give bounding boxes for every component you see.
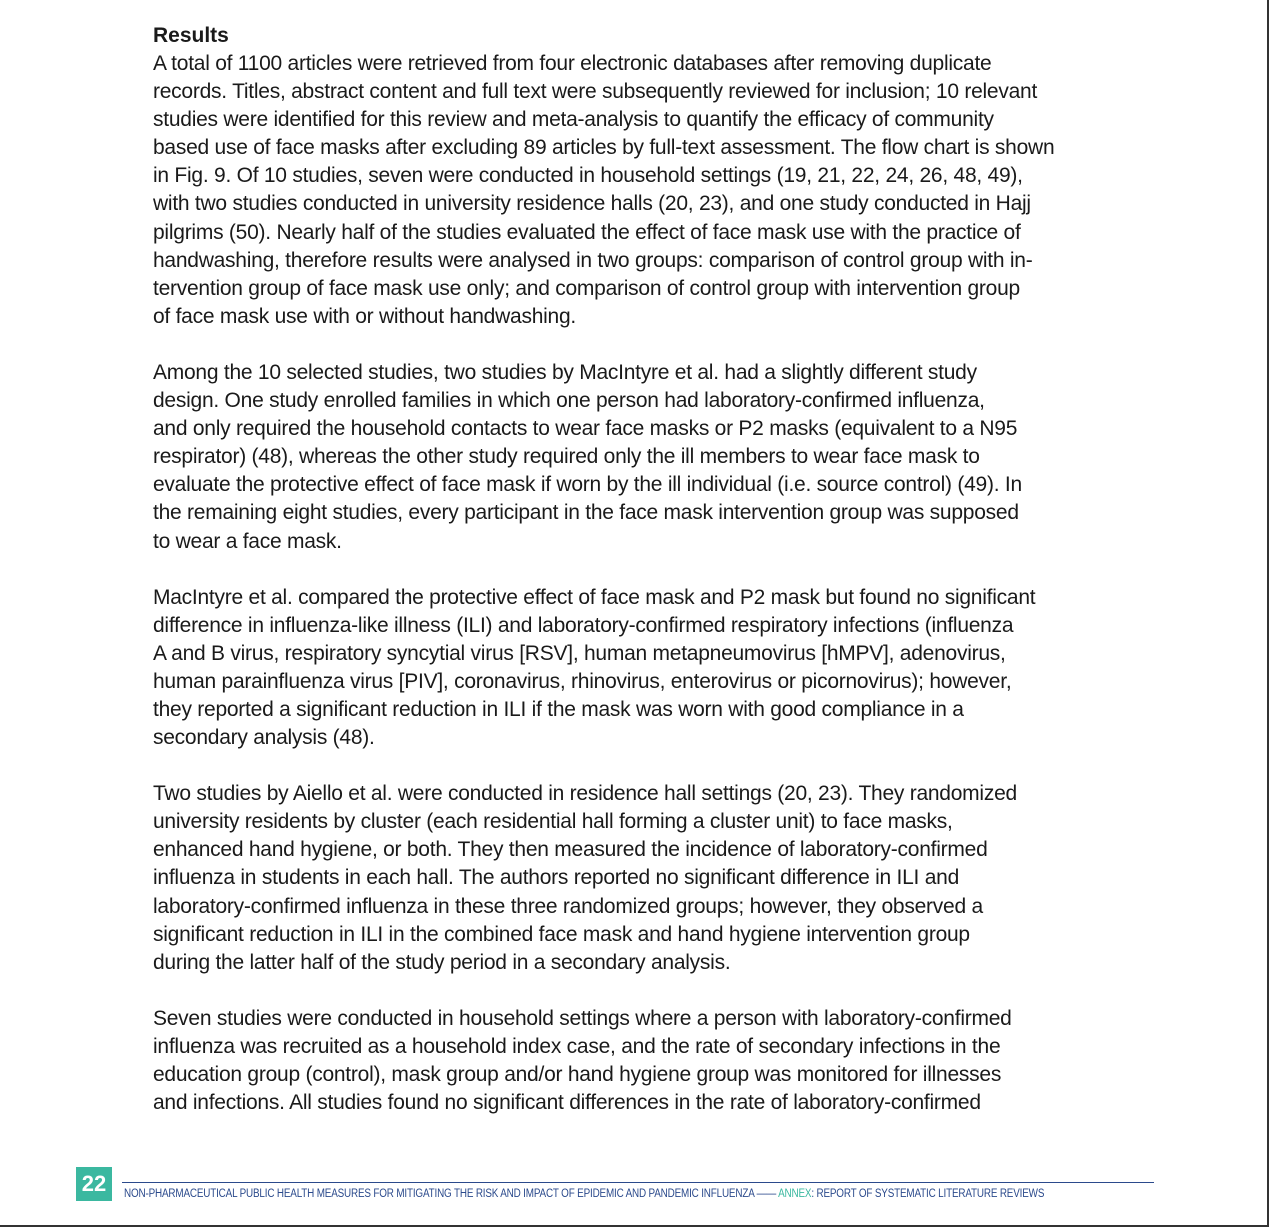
text-line: university residents by cluster (each residential hall forming a cluster unit) to face masks,	[153, 810, 953, 834]
text-line: A and B virus, respiratory syncytial virus [RSV], human metapneumovirus [hMPV], adenovirus,	[153, 641, 1006, 665]
text-line: design. One study enrolled families in which one person had laboratory-confirmed influenza,	[153, 389, 985, 413]
text-line: human parainfluenza virus [PIV], coronavirus, rhinovirus, enterovirus or picornovirus); however,	[153, 669, 1012, 693]
text-line: pilgrims (50). Nearly half of the studies evaluated the effect of face mask use with the practice of	[153, 220, 1021, 244]
text-line: and infections. All studies found no significant differences in the rate of laboratory-confirmed	[153, 1091, 981, 1115]
text-line: during the latter half of the study period in a secondary analysis.	[153, 950, 731, 974]
paragraph	[153, 584, 1123, 753]
paragraph	[153, 50, 1123, 331]
footer-subtitle: : REPORT OF SYSTEMATIC LITERATURE REVIEWS	[811, 1188, 1045, 1200]
page-footer	[76, 1166, 1156, 1206]
text-line: records. Titles, abstract content and full text were subsequently reviewed for inclusion; 10 relevant	[153, 80, 1038, 104]
paragraphs	[153, 50, 1123, 1117]
text-line: Among the 10 selected studies, two studies by MacIntyre et al. had a slightly different study	[153, 360, 977, 384]
footer-rule	[122, 1182, 1154, 1183]
text-line: Seven studies were conducted in household settings where a person with laboratory-confirmed	[153, 1006, 1012, 1030]
text-line: laboratory-confirmed influenza in these three randomized groups; however, they observed a	[153, 894, 983, 918]
footer-title: NON-PHARMACEUTICAL PUBLIC HEALTH MEASURES FOR MITIGATING THE RISK AND IMPACT OF EPIDEMIC AND PANDEMIC INFLUENZA ——	[124, 1188, 779, 1200]
text-line: in Fig. 9. Of 10 studies, seven were conducted in household settings (19, 21, 22, 24, 26, 48, 49),	[153, 164, 1023, 188]
footer-annex: ANNEX	[778, 1188, 812, 1200]
text-line: A total of 1100 articles were retrieved from four electronic databases after removing duplicate	[153, 52, 992, 75]
text-line: influenza in students in each hall. The authors reported no significant difference in ILI and	[153, 866, 960, 890]
section-heading: Results	[153, 24, 229, 47]
text-line: the remaining eight studies, every participant in the face mask intervention group was supposed	[153, 501, 1019, 525]
text-line: handwashing, therefore results were analysed in two groups: comparison of control group with in-	[153, 248, 1033, 272]
text-line: with two studies conducted in university residence halls (20, 23), and one study conducted in Hajj	[153, 192, 1031, 216]
text-line: Two studies by Aiello et al. were conducted in residence hall settings (20, 23). They randomized	[153, 782, 1017, 806]
page-number: 22	[76, 1167, 112, 1201]
text-line: and only required the household contacts to wear face masks or P2 masks (equivalent to a N95	[153, 417, 1018, 441]
text-line: enhanced hand hygiene, or both. They then measured the incidence of laboratory-confirmed	[153, 838, 988, 862]
paragraph	[153, 359, 1123, 556]
text-line: tervention group of face mask use only; and comparison of control group with intervention group	[153, 276, 1020, 300]
document-body	[153, 22, 1123, 1145]
text-line: significant reduction in ILI in the combined face mask and hand hygiene intervention group	[153, 922, 970, 946]
text-line: education group (control), mask group and/or hand hygiene group was monitored for illnesses	[153, 1063, 1002, 1086]
text-line: they reported a significant reduction in ILI if the mask was worn with good compliance in a	[153, 697, 964, 721]
text-line: of face mask use with or without handwashing.	[153, 304, 576, 328]
footer-running-title	[124, 1188, 1044, 1200]
paragraph	[153, 1005, 1123, 1117]
text-line: influenza was recruited as a household index case, and the rate of secondary infections in the	[153, 1034, 1001, 1058]
paragraph	[153, 780, 1123, 977]
text-line: secondary analysis (48).	[153, 726, 375, 750]
text-line: evaluate the protective effect of face mask if worn by the ill individual (i.e. source control) (49). In	[153, 473, 1022, 497]
text-line: MacIntyre et al. compared the protective effect of face mask and P2 mask but found no significant	[153, 585, 1036, 609]
text-line: studies were identified for this review and meta-analysis to quantify the efficacy of community	[153, 108, 994, 132]
text-line: respirator) (48), whereas the other study required only the ill members to wear face mask to	[153, 445, 980, 469]
text-line: difference in influenza-like illness (ILI) and laboratory-confirmed respiratory infections (influenza	[153, 613, 1014, 637]
text-line: based use of face masks after excluding 89 articles by full-text assessment. The flow chart is shown	[153, 136, 1055, 160]
text-line: to wear a face mask.	[153, 529, 342, 553]
